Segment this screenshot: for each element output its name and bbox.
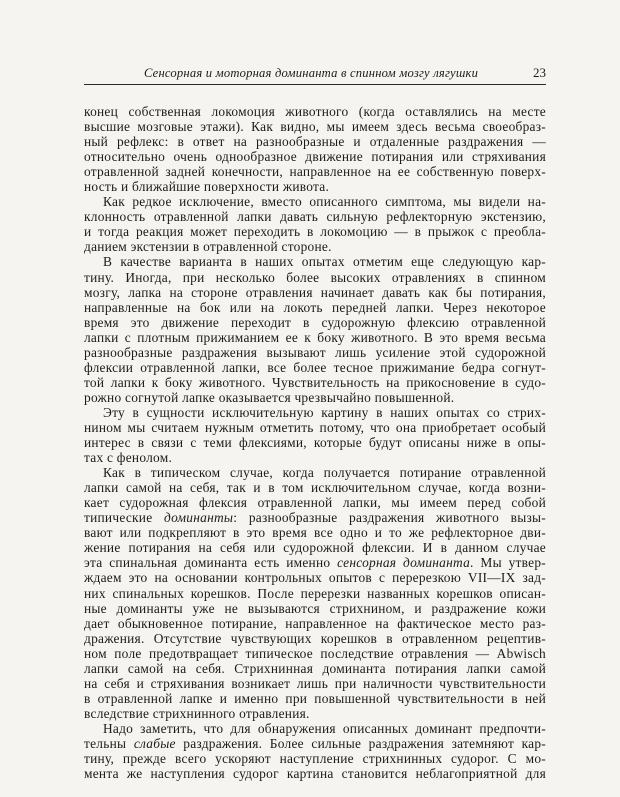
text-line: ный рефлекс: в ответ на разнообразные и отдаленные раздражения — [84,134,546,150]
text-line: эта спинальная доминанта есть именно сенсорная доминанта. Мы утвер- [84,555,546,571]
text-line: ном поле предотвращает типическое последствие отравления — Abwisch [84,645,546,661]
text-line: кает судорожная флексия отравленной лапки, мы имеем перед собой [84,495,546,511]
page-header [84,64,546,85]
paragraph [84,254,546,404]
text-line: мозгу, лапка на стороне отравления начинает давать как бы потирания, [84,284,546,300]
text-line: Как в типическом случае, когда получается потирание отравленной [103,465,546,481]
text-line: лапки с плотным прижиманием ее к боку животного. В это время весьма [84,329,546,345]
text-line: вают или подкрепляют в это время все одно и то же рефлекторное дви- [84,525,546,541]
text-line: интерес в связи с теми флексиями, которые будут описаны ниже в опы- [84,435,546,451]
text-line: Эту в сущности исключительную картину в наших опытах со стрих- [103,404,546,420]
text-line: конец собственная локомоция животного (когда оставлялись на месте [84,104,546,119]
text-line: дражения. Отсутствие чувствующих корешков в отравленном рецептив- [84,630,546,646]
text-line: ждаем это на основании контрольных опытов с перерезкою VII—IX зад- [84,570,546,586]
text-line: той лапки к боку животного. Чувствительность на прикосновение в судо- [84,374,546,390]
text-line: ные доминанты уже не вызываются стрихнином, и раздражение кожи [84,600,546,616]
text-line: направленные на бок или на локоть передней лапки. Через некоторое [84,299,546,315]
text-line: ность и ближайшие поверхности живота. [84,179,330,195]
text-line: вследствие стрихнинного отравления. [84,705,310,721]
paragraph [84,104,546,194]
text-line: нином мы считаем нужным отметить потому, что она приобретает особый [84,419,546,435]
text-line: в отравленной лапке и именно при повышенной чувствительности в ней [84,690,546,706]
text-line: тах с фенолом. [84,450,173,466]
paragraph [84,405,546,465]
text-line: лапки самой на себя, так и в том исключительном случае, когда возни- [84,480,546,496]
paragraph [84,194,546,254]
text-line: разнообразные раздражения вызывают лишь усиление этой судорожной [84,344,546,360]
text-line: тельны слабые раздражения. Более сильные раздражения затемняют кар- [84,735,546,751]
text-line: на себя и стряхивания возникает лишь при наличности чувствительности [84,675,546,691]
text-line: дает обыкновенное потирание, направленное на фактическое место раз- [84,615,546,631]
text-line: лапки самой на себя. Стрихнинная доминанта потирания лапки самой [84,660,546,676]
text-line: Как редкое исключение, вместо описанного симптома, мы видели на- [103,194,546,210]
text-line: тину, прежде всего ускоряют наступление стрихнинных судорог. С мо- [84,751,546,767]
body-text [84,104,546,781]
text-line: и тогда реакция может переходить в локомоцию — в прыжок с преобла- [84,224,546,240]
running-head: Сенсорная и моторная доминанта в спинном мозгу лягушки [144,66,479,80]
text-line: типические доминанты: разнообразные раздражения животного вызы- [84,510,546,526]
text-line: флексии отравленной лапки, все более тесное прижимание бедра согнут- [84,359,546,375]
text-line: В качестве варианта в наших опытах отметим еще следующую кар- [103,254,546,270]
text-line: время это движение переходит в судорожную флексию отравленной [84,314,546,330]
text-line: них спинальных корешков. После перерезки названных корешков описан- [84,585,546,601]
text-line: Надо заметить, что для обнаружения описанных доминант предпочти- [103,720,546,736]
text-line: мента же наступления судорог картина становится неблагоприятной для [84,766,546,782]
text-line: относительно очень однообразное движение потирания или стряхивания [84,149,546,165]
page-number: 23 [533,65,546,80]
text-line: высшие мозговые этажи). Как видно, мы имеем здесь весьма своеобраз- [84,119,546,135]
text-line: данием экстензии в отравленной стороне. [84,239,332,255]
text-line: тину. Иногда, при несколько более высоких отравлениях в спинном [84,269,546,285]
text-line: отравленной задней конечности, направленное на ее собственную поверх- [84,164,546,180]
text-line: рожно согнутой лапке оказывается чрезвычайно повышенной. [84,389,455,405]
text-line: жение потирания на себя или судорожной флексии. И в данном случае [84,540,546,556]
text-line: клонность отравленной лапки давать сильную рефлекторную экстензию, [84,209,546,225]
paragraph [84,721,546,781]
paragraph [84,465,546,721]
